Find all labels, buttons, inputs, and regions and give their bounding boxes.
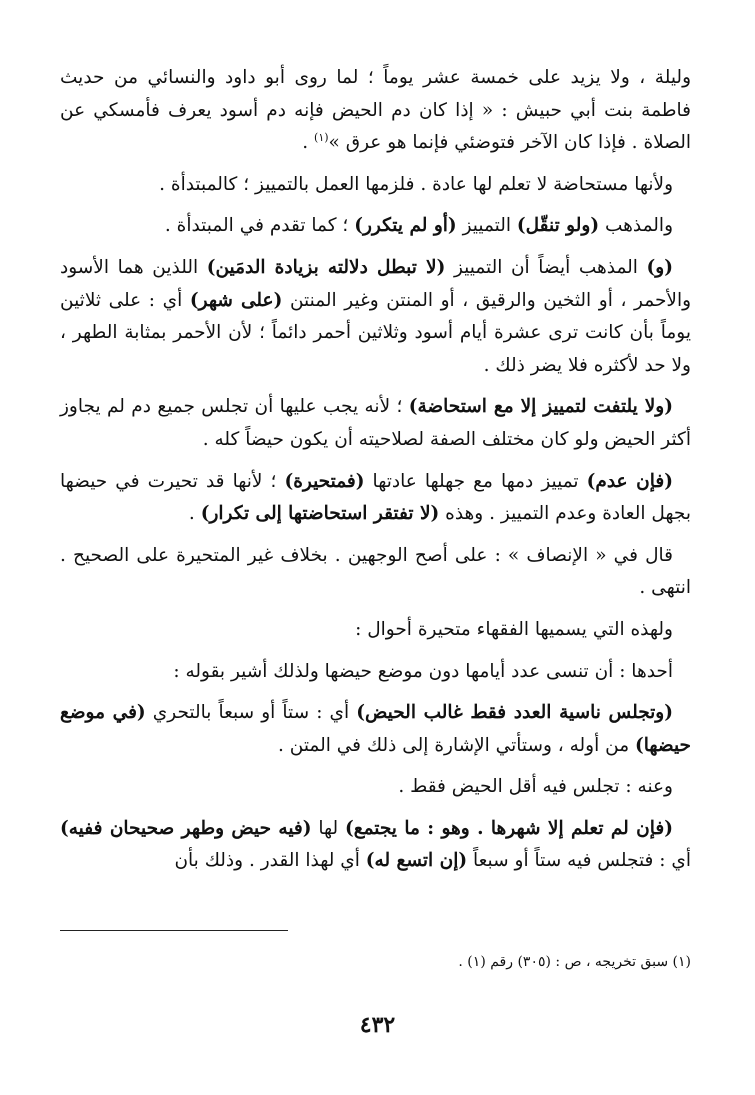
footnote-marker: (١) bbox=[314, 131, 329, 145]
text-segment: أحدها : أن تنسى عدد أيامها دون موضع حيضها ولذلك أشير بقوله : bbox=[173, 660, 673, 682]
bold-text: (إن اتسع له) bbox=[365, 850, 468, 872]
text-segment: اللذين هما الأسود والأحمر ، أو الثخين والرقيق ، أو المنتن وغير المنتن bbox=[60, 256, 692, 311]
paragraph bbox=[60, 697, 691, 762]
footnote: (١) سبق تخريجه ، ص : (٣٠٥) رقم (١) . bbox=[458, 954, 691, 970]
text-segment: والمذهب bbox=[599, 215, 673, 237]
bold-text: (في موضع حيضها) bbox=[60, 702, 691, 756]
text-segment: . bbox=[188, 503, 201, 525]
text-segment: أي : على ثلاثين يوماً بأن كانت ترى عشرة أيام أسود وثلاثين أحمر دائماً ؛ لأن الأحمر بمثابة الطهر ، ولا حد لأكثره فلا يضر ذلك . bbox=[60, 289, 691, 376]
text-segment: ؛ لأنها قد تحيرت في حيضها بجهل العادة وعدم التمييز . وهذه bbox=[60, 470, 691, 525]
bold-text: (أو لم يتكرر) bbox=[354, 215, 457, 237]
paragraph bbox=[60, 656, 691, 689]
bold-text: (فإن لم تعلم إلا شهرها . وهو : ما يجتمع) bbox=[344, 817, 673, 839]
bold-text: (و) bbox=[646, 256, 673, 278]
paragraph bbox=[60, 813, 691, 878]
paragraph bbox=[60, 771, 691, 804]
paragraph bbox=[60, 466, 691, 531]
text-segment: تمييز دمها مع جهلها عادتها bbox=[364, 470, 587, 492]
paragraph bbox=[60, 210, 691, 243]
main-text bbox=[60, 62, 691, 887]
text-segment: وليلة ، ولا يزيد على خمسة عشر يوماً ؛ لما روى أبو داود والنسائي من حديث فاطمة بنت أبي حبيش : « إذا كان دم الحيض فإنه دم أسود يعرف فأمسكي عن الصلاة . فإذا كان الآخر فتوضئي فإنما هو عرق » bbox=[60, 67, 691, 154]
paragraph bbox=[60, 252, 691, 382]
bold-text: (وتجلس ناسية العدد فقط غالب الحيض) bbox=[356, 702, 673, 724]
text-segment: . bbox=[302, 132, 315, 154]
bold-text: (فيه حيض وطهر صحيحان ففيه) bbox=[60, 817, 312, 839]
text-segment: من أوله ، وستأتي الإشارة إلى ذلك في المتن . bbox=[277, 734, 636, 756]
text-segment: قال في « الإنصاف » : على أصح الوجهين . بخلاف غير المتحيرة على الصحيح . انتهى . bbox=[60, 544, 691, 599]
bold-text: (لا تبطل دلالته بزيادة الدمَين) bbox=[206, 256, 446, 278]
text-segment: ولهذه التي يسميها الفقهاء متحيرة أحوال : bbox=[355, 618, 673, 640]
text-segment: ؛ كما تقدم في المبتدأة . bbox=[164, 215, 355, 237]
text-segment: أي : ستاً أو سبعاً بالتحري bbox=[145, 702, 357, 724]
text-segment: أي : فتجلس فيه ستاً أو سبعاً bbox=[467, 850, 691, 872]
text-segment: ؛ لأنه يجب عليها أن تجلس جميع دم لم يجاوز أكثر الحيض ولو كان مختلف الصفة لصلاحيته أن يكون حيضاً كله . bbox=[60, 396, 691, 450]
text-segment: لها bbox=[311, 817, 345, 839]
text-segment: أي لهذا القدر . وذلك بأن bbox=[174, 850, 366, 872]
paragraph bbox=[60, 391, 691, 456]
paragraph bbox=[60, 169, 691, 202]
bold-text: (ولا يلتفت لتمييز إلا مع استحاضة) bbox=[408, 396, 673, 418]
text-segment: المذهب أيضاً أن التمييز bbox=[445, 256, 647, 278]
page-number: ٤٣٢ bbox=[359, 1012, 396, 1038]
footnote-divider bbox=[60, 930, 288, 931]
bold-text: (فإن عدم) bbox=[586, 470, 674, 492]
paragraph bbox=[60, 62, 691, 160]
bold-text: (فمتحيرة) bbox=[284, 470, 365, 492]
bold-text: (على شهر) bbox=[189, 289, 283, 311]
text-segment: التمييز bbox=[456, 215, 517, 237]
bold-text: (ولو تنقّل) bbox=[516, 215, 600, 237]
text-segment: وعنه : تجلس فيه أقل الحيض فقط . bbox=[398, 776, 673, 798]
text-segment: ولأنها مستحاضة لا تعلم لها عادة . فلزمها العمل بالتمييز ؛ كالمبتدأة . bbox=[159, 173, 673, 195]
paragraph bbox=[60, 540, 691, 605]
bold-text: (لا تفتقر استحاضتها إلى تكرار) bbox=[200, 503, 440, 525]
paragraph bbox=[60, 614, 691, 647]
